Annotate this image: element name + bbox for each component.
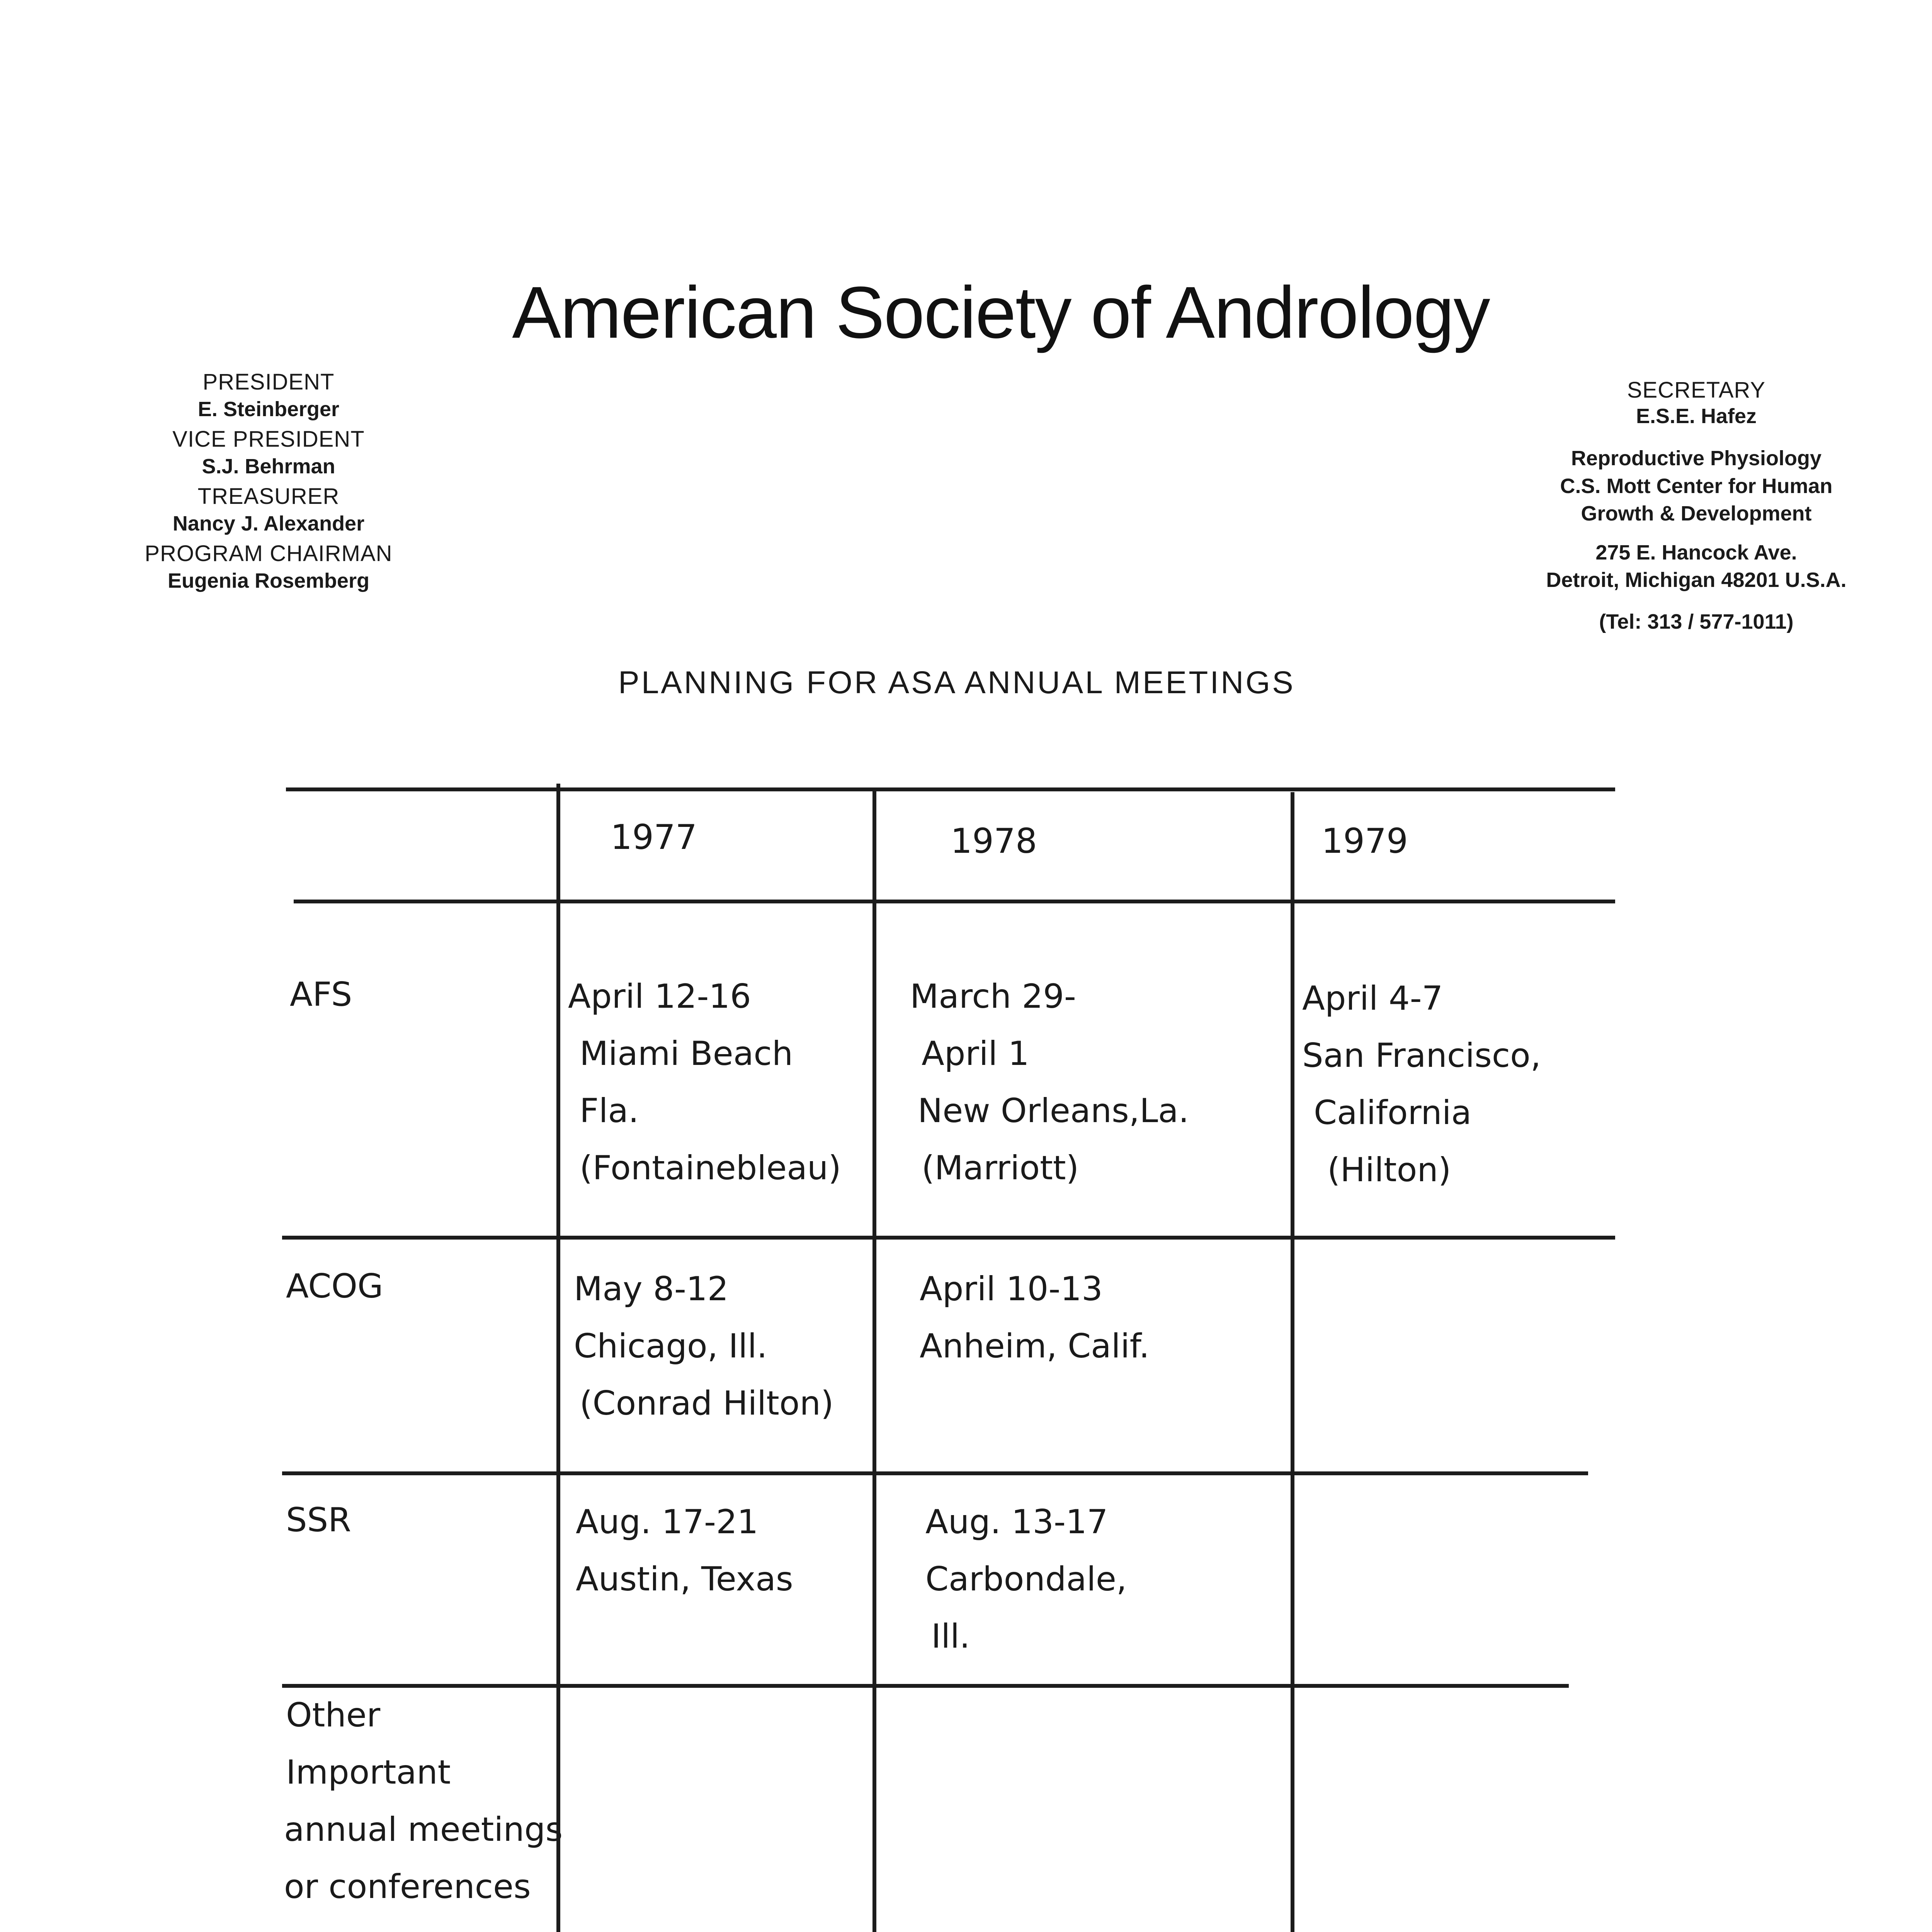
row-label-line: annual meetings	[284, 1810, 563, 1849]
officer-name-program-chairman: Eugenia Rosemberg	[167, 569, 370, 592]
cell-line: March 29-	[910, 977, 1076, 1016]
cell-line: April 10-13	[920, 1270, 1103, 1308]
cell-line: April 1	[922, 1034, 1029, 1073]
year-header-1978: 1978	[951, 821, 1037, 861]
cell-line: New Orleans,La.	[918, 1092, 1189, 1130]
row-label-line: Important	[286, 1753, 451, 1792]
cell-line: April 4-7	[1302, 979, 1443, 1018]
document-heading: PLANNING FOR ASA ANNUAL MEETINGS	[618, 665, 1295, 700]
officer-name-treasurer: Nancy J. Alexander	[172, 512, 365, 535]
secretary-telephone: (Tel: 313 / 577-1011)	[1599, 610, 1794, 633]
row-label-line: Other	[286, 1696, 381, 1735]
cell-line: Ill.	[931, 1617, 970, 1656]
cell-afs-1979	[1302, 970, 1541, 1199]
cell-line: Anheim, Calif.	[920, 1327, 1150, 1366]
row-label-afs: AFS	[290, 975, 352, 1014]
year-header-1977: 1977	[611, 817, 697, 857]
cell-afs-1978	[910, 968, 1189, 1197]
officer-role-vice-president: VICE PRESIDENT	[172, 427, 365, 452]
officer-role-treasurer: TREASURER	[197, 484, 340, 509]
cell-line: Austin, Texas	[576, 1560, 793, 1599]
secretary-block	[1492, 377, 1901, 634]
table-rule-header	[294, 900, 1615, 903]
table-column-divider	[872, 788, 876, 1932]
cell-line: (Fontainebleau)	[580, 1149, 841, 1187]
cell-line: (Conrad Hilton)	[580, 1384, 834, 1423]
cell-line: Miami Beach	[580, 1034, 793, 1073]
row-label-ssr: SSR	[286, 1501, 351, 1539]
row-label-line: or conferences	[284, 1867, 531, 1906]
address-line: C.S. Mott Center for Human	[1560, 474, 1833, 498]
row-label-other	[284, 1687, 563, 1915]
organization-title: American Society of Andrology	[512, 272, 1490, 354]
cell-line: (Marriott)	[922, 1149, 1079, 1187]
secretary-name: E.S.E. Hafez	[1636, 404, 1757, 428]
table-rule-afs	[282, 1236, 1615, 1240]
cell-acog-1977	[574, 1260, 834, 1432]
cell-ssr-1977	[576, 1493, 793, 1608]
cell-line: California	[1314, 1094, 1472, 1132]
street-line: 275 E. Hancock Ave.	[1595, 541, 1797, 565]
cell-line: (Hilton)	[1327, 1151, 1451, 1189]
street-line: Detroit, Michigan 48201 U.S.A.	[1546, 568, 1847, 592]
table-rule-acog	[282, 1471, 1588, 1475]
secretary-address	[1492, 445, 1901, 594]
officer-name-president: E. Steinberger	[197, 397, 340, 421]
row-label-acog: ACOG	[286, 1267, 383, 1306]
cell-line: Aug. 17-21	[576, 1503, 759, 1541]
table-column-divider	[1291, 792, 1294, 1932]
officer-role-president: PRESIDENT	[202, 369, 335, 395]
cell-line: San Francisco,	[1302, 1036, 1541, 1075]
cell-afs-1977	[568, 968, 841, 1197]
officers-list	[116, 365, 421, 594]
cell-line: Fla.	[580, 1092, 639, 1130]
year-header-1979: 1979	[1321, 821, 1408, 861]
officer-name-vice-president: S.J. Behrman	[202, 454, 335, 478]
secretary-role: SECRETARY	[1627, 378, 1766, 403]
table-rule-top	[286, 787, 1615, 791]
address-line: Growth & Development	[1581, 502, 1812, 525]
officer-role-program-chairman: PROGRAM CHAIRMAN	[145, 541, 393, 566]
cell-line: April 12-16	[568, 977, 751, 1016]
cell-line: May 8-12	[574, 1270, 729, 1308]
cell-ssr-1978	[925, 1493, 1127, 1665]
cell-line: Chicago, Ill.	[574, 1327, 767, 1366]
cell-line: Aug. 13-17	[925, 1503, 1108, 1541]
cell-acog-1978	[920, 1260, 1150, 1375]
address-line: Reproductive Physiology	[1571, 447, 1822, 470]
cell-line: Carbondale,	[925, 1560, 1127, 1599]
